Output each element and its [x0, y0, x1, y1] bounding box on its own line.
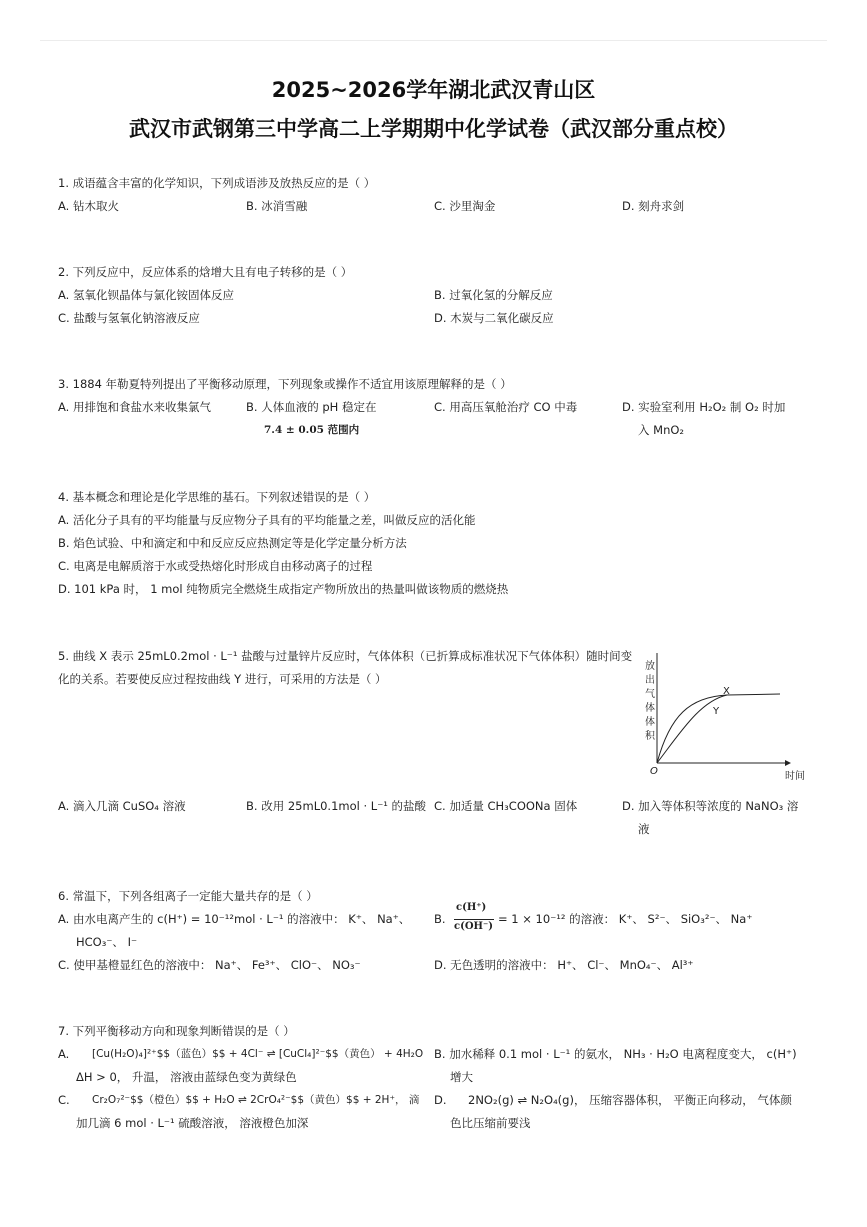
option-d[interactable]: D. 木炭与二氧化碳反应 — [434, 311, 554, 325]
option-a[interactable]: A. — [58, 1047, 70, 1061]
option-b[interactable]: B. 焰色试验、中和滴定和中和反应反应热测定等是化学定量分析方法 — [58, 536, 407, 550]
curve-x — [657, 694, 780, 763]
question-5-options — [58, 795, 810, 841]
option-d[interactable]: D. — [434, 1093, 447, 1107]
question-7 — [58, 1020, 810, 1135]
question-stem-line2: 化的关系。若要使反应过程按曲线 Y 进行，可采用的方法是（ ） — [58, 672, 387, 686]
option-a[interactable]: A. 用排饱和食盐水来收集氯气 — [58, 400, 211, 414]
question-stem-line1: 5. 曲线 X 表示 25mL0.2mol · L⁻¹ 盐酸与过量锌片反应时，气体体积（已折算成标准状况下气体体积）随时间变 — [58, 649, 633, 663]
question-3 — [58, 373, 810, 442]
option-b-text: = 1 × 10⁻¹² 的溶液： K⁺、 S²⁻、 SiO₃²⁻、 Na⁺ — [498, 912, 753, 926]
curve-x-label: X — [723, 686, 730, 697]
question-stem: 1. 成语蕴含丰富的化学知识，下列成语涉及放热反应的是（ ） — [58, 176, 376, 190]
option-c[interactable]: C. 电离是电解质溶于水或受热熔化时形成自由移动离子的过程 — [58, 559, 373, 573]
page-title-line1: 2025~2026学年湖北武汉青山区 — [271, 78, 596, 102]
page-title-line2: 武汉市武钢第三中学高二上学期期中化学试卷（武汉部分重点校） — [129, 117, 738, 141]
option-c[interactable]: C. — [58, 1093, 70, 1107]
question-stem: 7. 下列平衡移动方向和现象判断错误的是（ ） — [58, 1024, 295, 1038]
option-a[interactable]: A. 滴入几滴 CuSO₄ 溶液 — [58, 799, 186, 813]
option-a-line2: ΔH > 0， 升温， 溶液由蓝绿色变为黄绿色 — [76, 1070, 297, 1084]
question-1 — [58, 172, 810, 218]
option-b[interactable]: B. 过氧化氢的分解反应 — [434, 288, 553, 302]
option-c-line2: 加几滴 6 mol · L⁻¹ 硫酸溶液， 溶液橙色加深 — [76, 1116, 309, 1130]
option-c[interactable]: C. 使甲基橙显红色的溶液中： Na⁺、 Fe³⁺、 ClO⁻、 NO₃⁻ — [58, 958, 361, 972]
option-d[interactable]: D. 无色透明的溶液中： H⁺、 Cl⁻、 MnO₄⁻、 Al³⁺ — [434, 958, 694, 972]
option-d-line2: 色比压缩前要浅 — [450, 1116, 531, 1130]
option-a[interactable]: A. 氢氧化钡晶体与氯化铵固体反应 — [58, 288, 234, 302]
option-c-equation: Cr₂O₇²⁻$$（橙色）$$ + H₂O ⇌ 2CrO₄²⁻$$（黄色）$$ + 2H⁺， 滴 — [92, 1094, 420, 1106]
fraction-numerator: c(H⁺) — [456, 902, 487, 913]
top-divider — [40, 40, 827, 41]
option-a-line2: HCO₃⁻、 I⁻ — [76, 935, 138, 949]
y-axis-label-char: 放 — [645, 661, 655, 672]
x-axis-label: 时间 — [785, 771, 805, 782]
question-2 — [58, 261, 810, 330]
x-axis-arrow — [785, 760, 791, 766]
y-axis-label-char: 体 — [645, 703, 655, 714]
question-5 — [58, 645, 633, 691]
option-c[interactable]: C. 盐酸与氢氧化钠溶液反应 — [58, 311, 200, 325]
option-c[interactable]: C. 用高压氧舱治疗 CO 中毒 — [434, 400, 578, 414]
option-b[interactable]: B. 加水稀释 0.1 mol · L⁻¹ 的氨水， NH₃ · H₂O 电离程度变大， c(H⁺) — [434, 1047, 797, 1061]
question-stem: 4. 基本概念和理论是化学思维的基石。下列叙述错误的是（ ） — [58, 490, 376, 504]
option-b[interactable]: B. 改用 25mL0.1mol · L⁻¹ 的盐酸 — [246, 799, 427, 813]
option-d-line2: 液 — [638, 822, 650, 836]
option-b-line2: 7.4 ± 0.05 范围内 — [264, 424, 360, 436]
option-a[interactable]: A. 活化分子具有的平均能量与反应物分子具有的平均能量之差，叫做反应的活化能 — [58, 513, 476, 527]
y-axis-label-char: 出 — [645, 675, 655, 686]
option-c[interactable]: C. 沙里淘金 — [434, 199, 496, 213]
option-d[interactable]: D. 刻舟求剑 — [622, 199, 685, 213]
origin-label: O — [650, 766, 658, 777]
option-c[interactable]: C. 加适量 CH₃COONa 固体 — [434, 799, 578, 813]
fraction-denominator: c(OH⁻) — [454, 921, 493, 932]
y-axis-label-char: 积 — [645, 731, 655, 742]
option-a[interactable]: A. 由水电离产生的 c(H⁺) = 10⁻¹²mol · L⁻¹ 的溶液中： K⁺、 Na⁺、 — [58, 912, 411, 926]
question-4 — [58, 486, 810, 601]
option-d[interactable]: D. 加入等体积等浓度的 NaNO₃ 溶 — [622, 799, 799, 813]
option-b[interactable]: B. — [434, 912, 446, 926]
question-6 — [58, 885, 810, 977]
option-d-line2: 入 MnO₂ — [638, 423, 685, 437]
option-b-line2: 增大 — [450, 1070, 473, 1084]
question-stem: 6. 常温下，下列各组离子一定能大量共存的是（ ） — [58, 889, 318, 903]
y-axis-label-char: 气 — [645, 689, 655, 700]
option-b[interactable]: B. 人体血液的 pH 稳定在 — [246, 400, 377, 414]
question-stem: 3. 1884 年勒夏特列提出了平衡移动原理，下列现象或操作不适宜用该原理解释的是（ ） — [58, 377, 512, 391]
option-d-equation: 2NO₂(g) ⇌ N₂O₄(g)， 压缩容器体积， 平衡正向移动， 气体颜 — [468, 1093, 792, 1107]
option-b[interactable]: B. 冰消雪融 — [246, 199, 308, 213]
option-d[interactable]: D. 101 kPa 时， 1 mol 纯物质完全燃烧生成指定产物所放出的热量叫做该物质的燃烧热 — [58, 582, 509, 596]
option-a[interactable]: A. 钻木取火 — [58, 199, 119, 213]
curve-y-label: Y — [713, 706, 720, 717]
y-axis-label-char: 体 — [645, 717, 655, 728]
gas-volume-time-graph — [635, 645, 810, 785]
question-stem: 2. 下列反应中，反应体系的焓增大且有电子转移的是（ ） — [58, 265, 353, 279]
option-d[interactable]: D. 实验室利用 H₂O₂ 制 O₂ 时加 — [622, 400, 786, 414]
option-a-equation: [Cu(H₂O)₄]²⁺$$（蓝色）$$ + 4Cl⁻ ⇌ [CuCl₄]²⁻$$（黄色） + 4H₂O — [92, 1048, 424, 1060]
